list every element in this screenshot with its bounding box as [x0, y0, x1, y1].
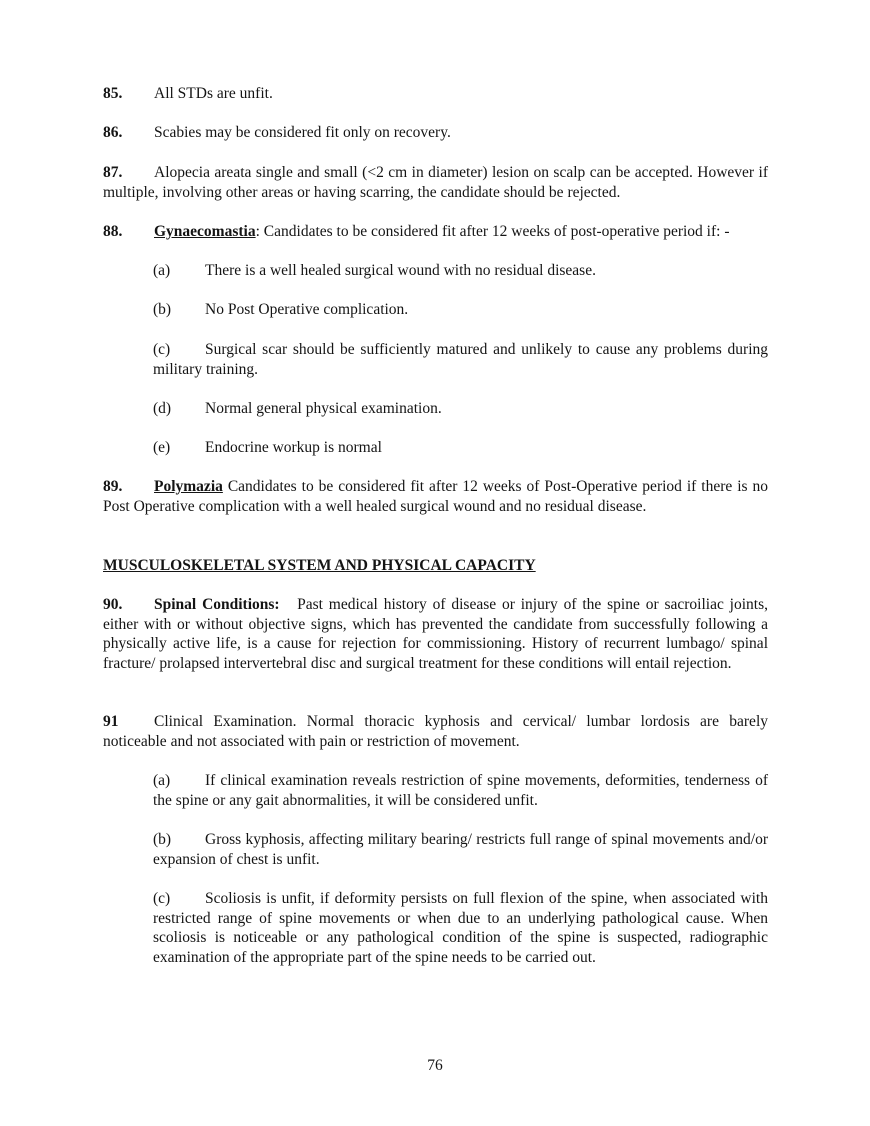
- spinal-conditions-term: Spinal Conditions:: [154, 596, 280, 613]
- paragraph-number: 90.: [103, 596, 123, 613]
- paragraph-number: 88.: [103, 223, 123, 240]
- sub-item-91-a: [153, 771, 768, 810]
- sub-item-text: Scoliosis is unfit, if deformity persists on full flexion of the spine, when associated with restricted range of spine movements or when due to an underlying pathological cause. When scoliosis is noticeable or any pathological condition of the spine is suspected, radiographic examination of the appropriate part of the spine needs to be carried out.: [153, 890, 768, 966]
- paragraph-text: Past medical history of disease or injury of the spine or sacroiliac joints, either with or without objective signs, which has prevented the candidate from successfully following a physically active life, is a cause for rejection for commissioning. History of recurrent lumbago/ spinal fracture/ prolapsed intervertebral disc and surgical treatment for these conditions will entail rejection.: [103, 596, 768, 672]
- paragraph-number: 87.: [103, 164, 123, 181]
- sub-item-label: (b): [153, 301, 172, 318]
- paragraph-85: [103, 84, 768, 104]
- sub-item-91-c: [153, 889, 768, 967]
- paragraph-number: 89.: [103, 478, 123, 495]
- paragraph-87: [103, 163, 768, 202]
- sub-item-label: (e): [153, 439, 171, 456]
- sub-item-text: There is a well healed surgical wound with no residual disease.: [205, 262, 596, 279]
- paragraph-text: All STDs are unfit.: [154, 85, 273, 102]
- sub-item-88-e: [153, 438, 768, 458]
- sub-item-label: (d): [153, 400, 172, 417]
- sub-item-label: (c): [153, 890, 171, 907]
- sub-item-label: (a): [153, 262, 171, 279]
- paragraph-number: 91: [103, 713, 119, 730]
- paragraph-90: [103, 595, 768, 673]
- paragraph-86: [103, 123, 768, 143]
- sub-item-88-c: [153, 340, 768, 379]
- sub-item-label: (b): [153, 831, 172, 848]
- paragraph-91: [103, 712, 768, 751]
- paragraph-text: : Candidates to be considered fit after 12 weeks of post-operative period if: -: [255, 223, 730, 240]
- paragraph-text: Scabies may be considered fit only on recovery.: [154, 124, 451, 141]
- sub-item-91-b: [153, 830, 768, 869]
- polymazia-term: Polymazia: [154, 478, 223, 495]
- paragraph-text: Clinical Examination. Normal thoracic kyphosis and cervical/ lumbar lordosis are barely noticeable and not associated with pain or restriction of movement.: [103, 713, 768, 750]
- paragraph-text: Candidates to be considered fit after 12 weeks of Post-Operative period if there is no Post Operative complication with a well healed surgical wound and no residual disease.: [103, 478, 768, 515]
- paragraph-text: Alopecia areata single and small (<2 cm in diameter) lesion on scalp can be accepted. However if multiple, involving other areas or having scarring, the candidate should be rejected.: [103, 164, 768, 201]
- sub-item-text: If clinical examination reveals restriction of spine movements, deformities, tenderness of the spine or any gait abnormalities, it will be considered unfit.: [153, 772, 768, 809]
- sub-item-text: Surgical scar should be sufficiently matured and unlikely to cause any problems during military training.: [153, 341, 768, 378]
- paragraph-number: 86.: [103, 124, 123, 141]
- gynaecomastia-term: Gynaecomastia: [154, 223, 256, 240]
- paragraph-89: [103, 477, 768, 516]
- sub-item-text: Endocrine workup is normal: [205, 439, 382, 456]
- sub-item-text: Gross kyphosis, affecting military bearing/ restricts full range of spinal movements and/or expansion of chest is unfit.: [153, 831, 768, 868]
- sub-item-88-b: [153, 300, 768, 320]
- paragraph-number: 85.: [103, 85, 123, 102]
- page-number: 76: [427, 1057, 443, 1074]
- sub-item-88-a: [153, 261, 768, 281]
- sub-item-label: (c): [153, 341, 171, 358]
- sub-item-text: No Post Operative complication.: [205, 301, 409, 318]
- sub-item-88-d: [153, 399, 768, 419]
- sub-item-label: (a): [153, 772, 171, 789]
- section-heading: MUSCULOSKELETAL SYSTEM AND PHYSICAL CAPACITY: [103, 557, 536, 574]
- sub-item-text: Normal general physical examination.: [205, 400, 442, 417]
- paragraph-88: [103, 222, 768, 242]
